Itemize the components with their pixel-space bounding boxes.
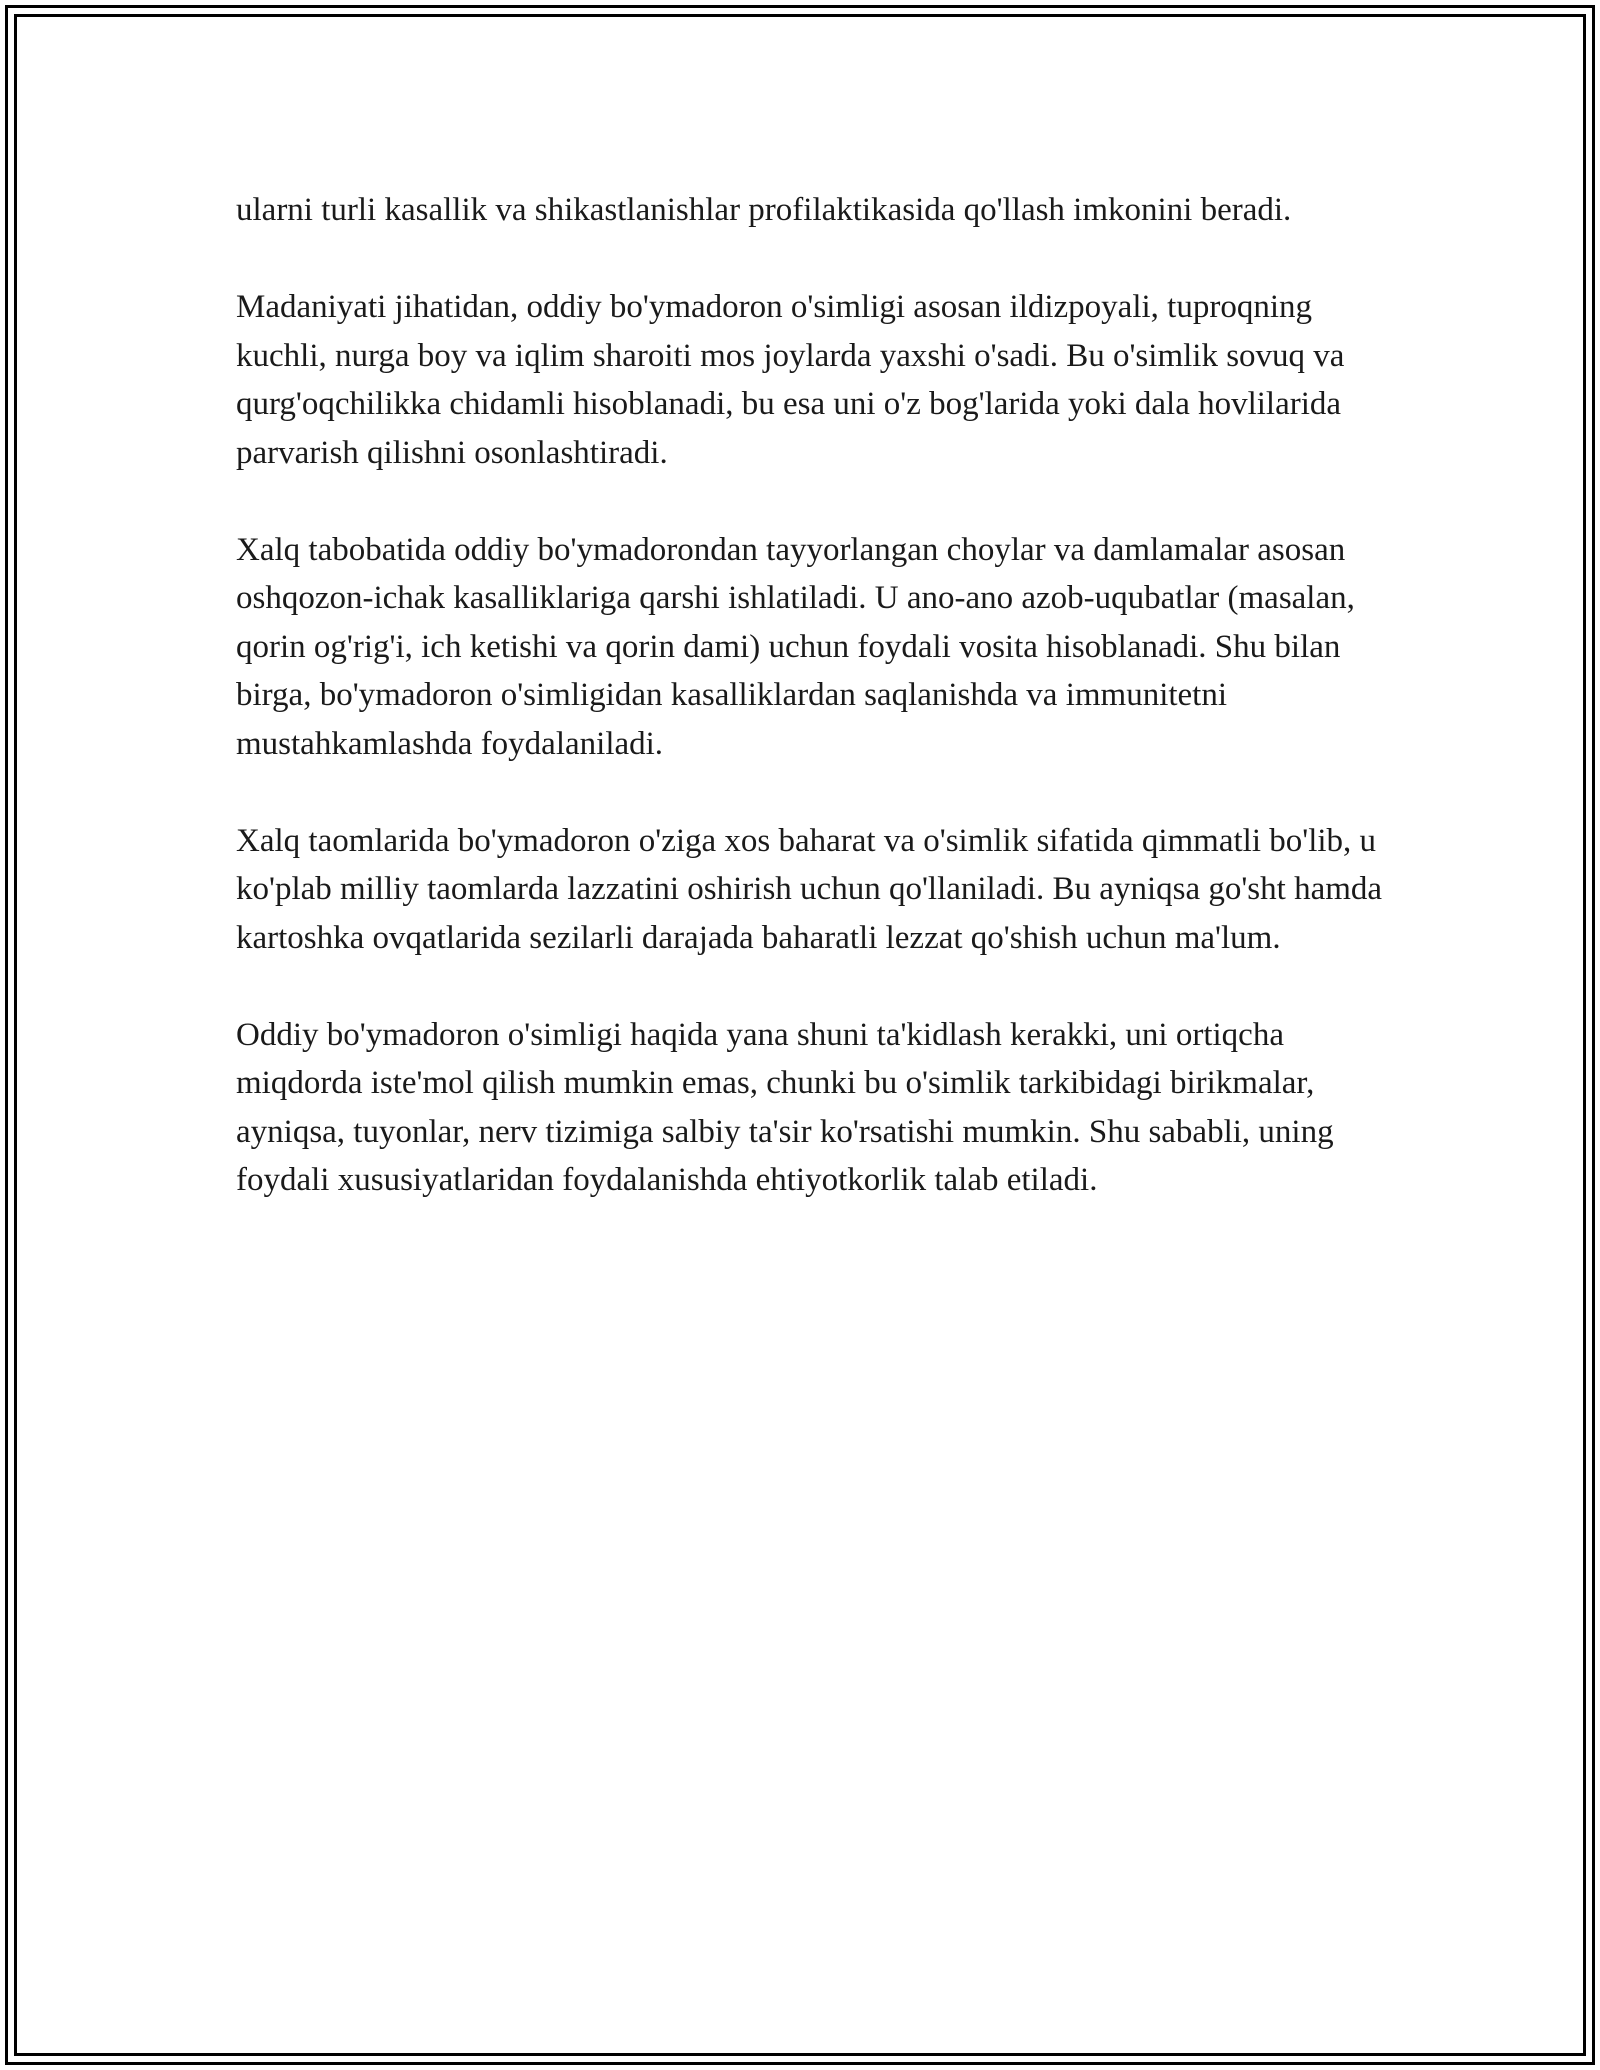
paragraph-3: Xalq tabobatida oddiy bo'ymadorondan tayyorlangan choylar va damlamalar asosan oshqozon-ichak kasalliklariga qarshi ishlatiladi. U ano-ano azob-uqubatlar (masalan, qorin og'rig'i, ich ketishi va qorin dami) uchun foydali vosita hisoblanadi. Shu bilan birga, bo'ymadoron o'simligidan kasalliklardan saqlanishda va immunitetni mustahkamlashda foydalaniladi. xyxy=(236,531,1355,762)
document-body xyxy=(236,186,1386,1253)
paragraph-2: Madaniyati jihatidan, oddiy bo'ymadoron o'simligi asosan ildizpoyali, tuproqning kuchli, nurga boy va iqlim sharoiti mos joylarda yaxshi o'sadi. Bu o'simlik sovuq va qurg'oqchilikka chidamli hisoblanadi, bu esa uni o'z bog'larida yoki dala hovlilarida parvarish qilishni osonlashtiradi. xyxy=(236,289,1345,471)
paragraph-1: ularni turli kasallik va shikastlanishlar profilaktikasida qo'llash imkonini beradi. xyxy=(236,192,1292,228)
paragraph-5: Oddiy bo'ymadoron o'simligi haqida yana shuni ta'kidlash kerakki, uni ortiqcha miqdorda iste'mol qilish mumkin emas, chunki bu o'simlik tarkibidagi birikmalar, ayniqsa, tuyonlar, nerv tizimiga salbiy ta'sir ko'rsatishi mumkin. Shu sababli, uning foydali xususiyatlaridan foydalanishda ehtiyotkorlik talab etiladi. xyxy=(236,1016,1334,1198)
paragraph-4: Xalq taomlarida bo'ymadoron o'ziga xos baharat va o'simlik sifatida qimmatli bo'lib, u ko'plab milliy taomlarda lazzatini oshirish uchun qo'llaniladi. Bu ayniqsa go'sht hamda kartoshka ovqatlarida sezilarli darajada baharatli lezzat qo'shish uchun ma'lum. xyxy=(236,822,1383,956)
